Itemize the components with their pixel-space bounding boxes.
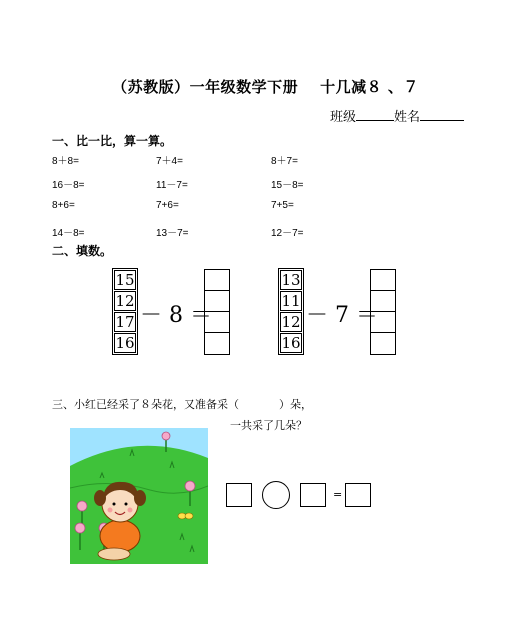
section2-heading: 二、填数。 [52, 244, 113, 258]
s1-r2-c2: 11－7= [156, 180, 188, 191]
left-number: 12 [115, 292, 135, 310]
class-blank[interactable] [356, 107, 394, 121]
left-answer-boxes [204, 269, 230, 355]
s1-r3-c3: 7+5= [271, 200, 294, 211]
equation-box-2[interactable] [300, 483, 326, 507]
s1-r4-c3: 12－7= [271, 228, 304, 239]
answer-cell[interactable] [205, 333, 229, 354]
answer-cell[interactable] [205, 291, 229, 312]
girl-picking-flowers-illustration [70, 428, 208, 564]
section3-question-line2: 一共采了几朵？ [230, 419, 307, 432]
class-label: 班级 [330, 110, 357, 125]
s1-r4-c1: 14－8= [52, 228, 85, 239]
left-number: 17 [115, 313, 135, 331]
left-number-stack [112, 268, 138, 355]
right-number: 13 [281, 271, 301, 289]
answer-cell[interactable] [205, 270, 229, 291]
answer-cell[interactable] [371, 333, 395, 354]
title-topic: 十几减８ 、７ [320, 78, 419, 96]
right-number: 16 [281, 334, 301, 352]
page-title [0, 76, 531, 97]
section3-question-line1 [52, 396, 312, 412]
name-label: 姓名 [394, 110, 421, 125]
operator-circle[interactable] [262, 481, 290, 509]
q3-text-a: 三、小红已经采了８朵花，又准备采（ [52, 398, 239, 411]
butterfly [178, 513, 193, 519]
left-operation: － 8 ＝ [140, 303, 212, 328]
right-number: 12 [281, 313, 301, 331]
q3-text-b: ）朵， [279, 398, 312, 411]
s1-r2-c3: 15－8= [271, 180, 304, 191]
s1-r1-c2: 7＋4= [156, 156, 183, 167]
answer-cell[interactable] [371, 270, 395, 291]
s1-r1-c3: 8＋7= [271, 156, 298, 167]
answer-cell[interactable] [205, 312, 229, 333]
s1-r3-c1: 8+6= [52, 200, 75, 211]
s1-r1-c1: 8＋8= [52, 156, 79, 167]
answer-cell[interactable] [371, 312, 395, 333]
class-name-row [330, 106, 464, 125]
s1-r3-c2: 7+6= [156, 200, 179, 211]
name-blank[interactable] [420, 107, 464, 121]
right-number: 11 [281, 292, 301, 310]
answer-cell[interactable] [371, 291, 395, 312]
right-answer-boxes [370, 269, 396, 355]
left-number: 16 [115, 334, 135, 352]
equals-sign: = [333, 488, 343, 501]
section1-heading: 一、比一比，算一算。 [52, 134, 173, 148]
equation-box-result[interactable] [345, 483, 371, 507]
equation-box-1[interactable] [226, 483, 252, 507]
right-operation: － 7 ＝ [306, 303, 378, 328]
right-number-stack [278, 268, 304, 355]
left-number: 15 [115, 271, 135, 289]
s1-r2-c1: 16－8= [52, 180, 85, 191]
title-main: （苏教版）一年级数学下册 [112, 78, 299, 96]
s1-r4-c2: 13－7= [156, 228, 189, 239]
